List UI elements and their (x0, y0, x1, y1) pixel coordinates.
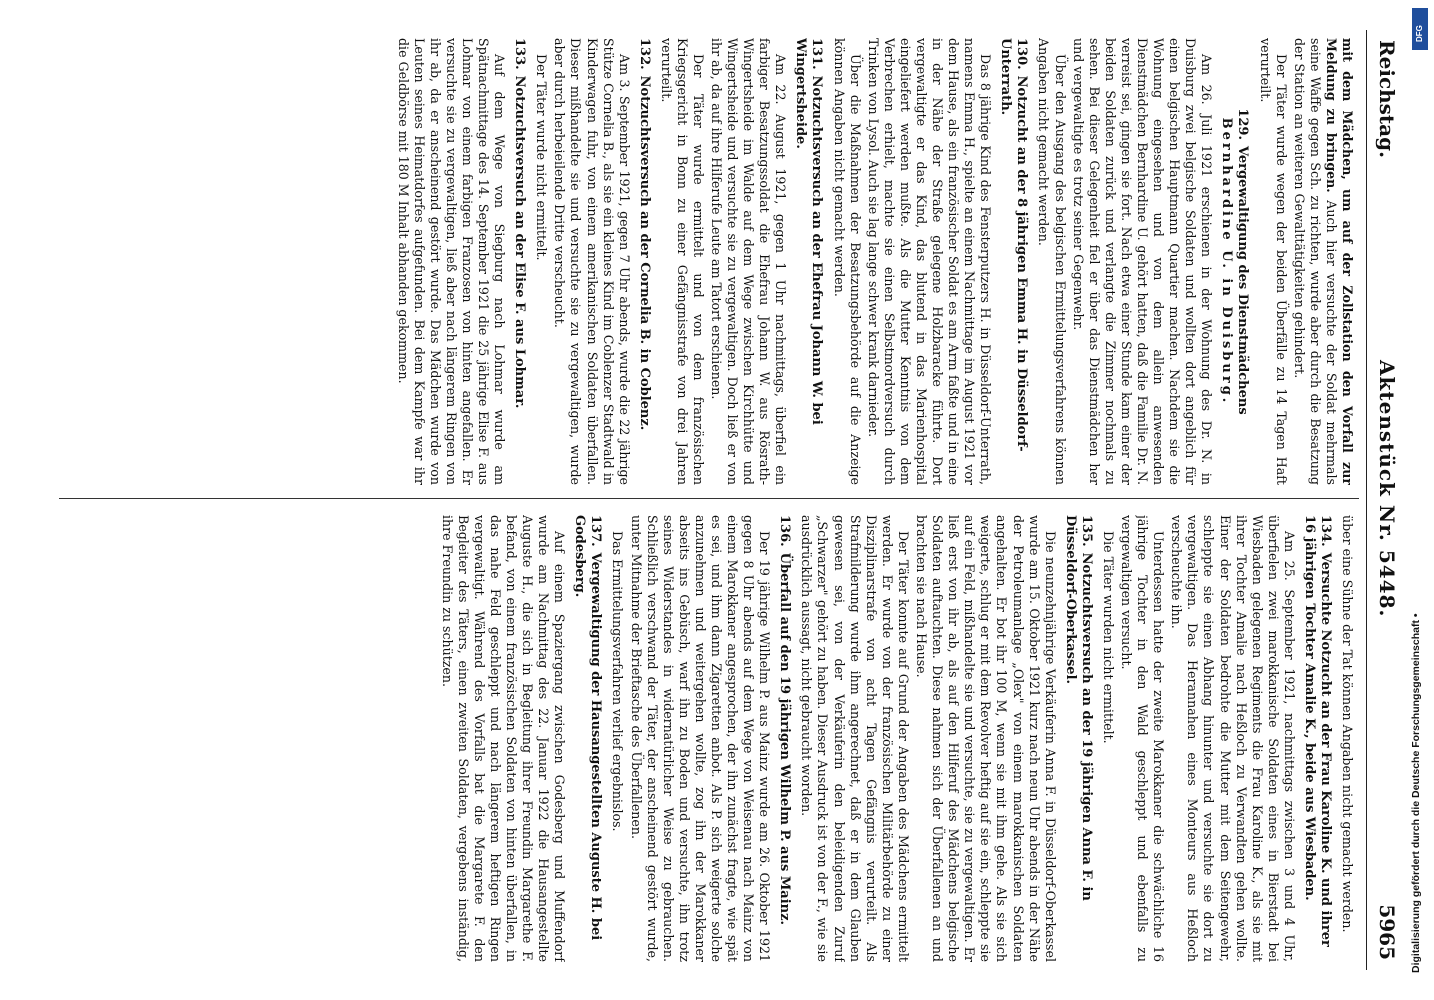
digitization-credit-text: Digitalisierung gefördert durch die Deutsche Forschungsgemeinschaft • (1410, 613, 1422, 973)
section-heading-129: 129.Vergewaltigung des Dienstmädchens Bernhardine U. in Duisburg. (1219, 108, 1251, 415)
digitization-credit (1408, 8, 1430, 993)
dfg-logo: DFG (1412, 8, 1428, 50)
section-heading-136: 136.Überfall auf den 19 jährigen Wilhelm P. aus Mainz. (777, 515, 793, 925)
section-heading-130: 130.Notzucht an der 8 jährigen Emma H. in Düsseldorf-Unterrath. (998, 38, 1030, 452)
right-column (55, 515, 1355, 962)
paragraph: Am 25. September 1921, nachmittags zwischen 3 und 4 Uhr, überfielen zwei marokkanische Soldaten eines in Bierstadt bei Wiesbaden gelegenen Regiments die Frau Karoline K., als sie mit ihrer Tochter Amalie nach Heßloch zu Verwandten gehen wollte. Einer der Soldaten bedrohte die Mutter mit dem Seitengewehr, schleppte sie einen Abhang hinunter und versuchte sie dort zu vergewaltigen. Das Herannahen eines Monteurs aus Heßloch verscheuchte ihn. (1169, 515, 1297, 962)
paragraph: Der Täter wurde nicht ermittelt. (534, 54, 550, 261)
paragraph: Unterdessen hatte der zweite Marokkaner die schwächliche 16 jährige Tochter in den Wald geschleppt und ebenfalls zu vergewaltigen versucht. (1118, 515, 1167, 962)
paragraph: Auf einem Spaziergang zwischen Godesberg und Muffendorf wurde am Nachmittag des 22. Januar 1922 die Hausangestellte Auguste H., die sich in Begleitung ihrer Freundin Margarethe F. befand, von einem französischen Soldaten von hinten überfallen, in das nahe Feld geschleppt und nach längerem heftigen Ringen vergewaltigt. Während des Vorfalls bat die Margarete F. den Begleiter des Täters, einen zweiten Soldaten, vergebens inständig, ihre Freundin zu schützen. (439, 515, 568, 962)
paragraph: Der 19 jährige Wilhelm P. aus Mainz wurde am 26. Oktober 1921 gegen 8 Uhr abends auf dem Wege von Weisenau nach Mainz von einem Marokkaner angesprochen, der ihn zunächst fragte, wie spät es sei, und ihm dann Zigaretten anbot. Als P. sich weigerte solche anzunehmen und weitergehen wollte, zog ihn der Marokkaner abseits ins Gebüsch, warf ihn zu Boden und versuchte, ihn trotz seines Widerstandes in widernatürlicher Weise zu gebrauchen. Schließlich verschwand der Täter, der anscheinend gestört wurde, unter Mitnahme der Brieftasche des Überfallenen. (628, 515, 773, 962)
continuation-paragraph: über eine Sühne der Tat können Angaben nicht gemacht werden. (1340, 515, 1355, 933)
paragraph: Der Täter wurde wegen der beiden Überfälle zu 14 Tagen Haft verurteilt. (1257, 38, 1289, 485)
section-heading-135: 135.Notzuchtsversuch an der 19 jährigen Anna F. in Düsseldorf-Oberkassel. (1062, 515, 1094, 901)
paragraph: Über den Ausgang des belgischen Ermittelungsverfahrens können Angaben nicht gemacht werden. (1036, 38, 1068, 485)
paragraph: Das Ermittelungsverfahren verlief ergebnislos. (610, 531, 626, 832)
page-number: 5965 (1375, 904, 1399, 960)
paragraph: Am 22. August 1921, gegen 1 Uhr nachmittags, überfiel ein farbiger Besatzungssoldat die Ehefrau Johann W. aus Rösrath-Wingertsheide im Walde auf dem Wege zwischen Kirchhütte und Wingertsheide und versuchte sie zu vergewaltigen. Doch ließ er von ihr ab, da auf ihre Hilferufe Leute am Tatort erschienen. (709, 38, 789, 485)
paragraph: Auf dem Wege von Siegburg nach Lohmar wurde am Spätnachmittage des 14. September 1921 die 25 jährige Elise F. aus Lohmar von einem farbigen Franzosen von hinten angefallen. Er versuchte sie zu vergewaltigen, ließ aber nach längerem Ringen von ihr ab, da er anscheinend gestört wurde. Das Mädchen wurde von Leuten seines Heimatdorfes aufgefunden. Bei dem Kampfe war ihr die Geldbörse mit 180 M Inhalt abhanden gekommen. (395, 38, 508, 485)
paragraph: Am 26. Juli 1921 erschienen in der Wohnung des Dr. N. in Duisburg zwei belgische Soldaten und wollten dort angeblich für einen belgischen Hauptmann Quartier machen. Nachdem sie die Wohnung eingesehen und von dem allein anwesenden Dienstmädchen Bernhardine U. gehört hatten, daß die Familie Dr. N. verreist sei, gingen sie fort. Nach etwa einer Stunde kam einer der beiden Soldaten zurück und verlangte die Zimmer nochmals zu sehen. Bei dieser Gelegenheit fiel er über das Dienstmädchen her und vergewaltigte es trotz seiner Gegenwehr. (1070, 38, 1215, 485)
section-heading-133: 133.Notzuchtsversuch an der Elise F. aus Lohmar. (512, 38, 528, 409)
paragraph: Das 8 jährige Kind des Fensterputzers H. in Düsseldorf-Unterrath, namens Emma H., spielte an einem Nachmittage im August 1921 vor dem Hause, als ein französischer Soldat es am Arm faßte und in eine in der Nähe der Straße gelegene Holzbaracke führte. Dort vergewaltigte er das Kind, das blutend in das Marienhospital eingeliefert werden mußte. Als die Mutter Kenntnis von dem Verbrechen erhielt, machte sie einen Selbstmordversuch durch Trinken von Lysol. Auch sie lag lange schwer krank darnieder. (865, 38, 994, 485)
left-column (55, 38, 1355, 485)
section-heading-132: 132.Notzuchtsversuch an der Cornelia B. in Coblenz. (636, 38, 652, 431)
section-heading-131: 131.Notzuchtsversuch an der Ehefrau Johann W. bei Wingertsheide. (793, 38, 825, 425)
section-heading-134: 134.Versuchte Notzucht an der Frau Karoline K. und ihrer 16 jährigen Tochter Amalie K., beide aus Wiesbaden. (1301, 515, 1333, 947)
column-divider (59, 498, 1359, 499)
paragraph: Die Täter wurden nicht ermittelt. (1100, 531, 1116, 744)
paragraph: Die neunzehnjährige Verkäuferin Anna F. in Düsseldorf-Oberkassel wurde am 15. Oktober 1921 kurz nach neun Uhr abends in der Nähe der Petroleumanlage „Olex" von einem marokkanischen Soldaten angehalten. Er bot ihr 100 M, wenn sie mit ihm gehe. Als sie sich weigerte, schlug er mit dem Revolver heftig auf sie ein, schleppte sie auf ein Feld, mißhandelte sie und versuchte, sie zu vergewaltigen. Er ließ erst von ihr ab, als auf den Hilferuf des Mädchens belgische Soldaten auftauchten. Diese nahmen sich der Überfallenen an und brachten sie nach Hause. (914, 515, 1058, 962)
rotated-printed-sheet (47, 30, 1407, 970)
paragraph: Am 3. September 1921, gegen 7 Uhr abends, wurde die 22 jährige Stütze Cornelia B., als sie ein kleines Kind im Coblenzer Stadtwald in Kinderwagen fuhr, von einem amerikanischen Soldaten überfallen. Dieser mißhandelte sie und versuchte sie zu vergewaltigen, wurde aber durch herbeieilende Dritte verscheucht. (552, 38, 632, 485)
running-head (1366, 30, 1407, 970)
running-head-left: Reichstag. (1375, 40, 1399, 159)
section-heading-137: 137.Vergewaltigung der Hausangestellten Auguste H. bei Godesberg. (572, 515, 604, 941)
paragraph: Der Täter konnte auf Grund der Angaben des Mädchens ermittelt werden. Er wurde von der französischen Militärbehörde zu einer Disziplinarstrafe von acht Tagen Gefängnis verurteilt. Als Strafmilderung wurde ihm angerechnet, daß er in dem Glauben gewesen sei, von der Verkäuferin den beleidigenden Zuruf „Schwarzer" gehört zu haben. Dieser Ausdruck ist von der F., wie sie ausdrücklich aussagt, nicht gebraucht worden. (799, 515, 911, 962)
continuation-paragraph: mit dem Mädchen, um auf der Zollstation den Vorfall zur Meldung zu bringen. Auch hier versuchte der Soldat mehrmals seine Waffe gegen Sch. zu richten, wurde aber durch die Besatzung der Station an weiteren Gewalttätigkeiten gehindert. (1291, 38, 1355, 485)
paragraph: Über die Maßnahmen der Besatzungsbehörde auf die Anzeige können Angaben nicht gemacht werden. (831, 38, 863, 485)
paragraph: Der Täter wurde ermittelt und von dem französischen Kriegsgericht in Bonn zu einer Gefängnisstrafe von drei Jahren verurteilt. (658, 38, 706, 485)
running-head-document-number: Aktenstück Nr. 5448. (1375, 360, 1399, 618)
